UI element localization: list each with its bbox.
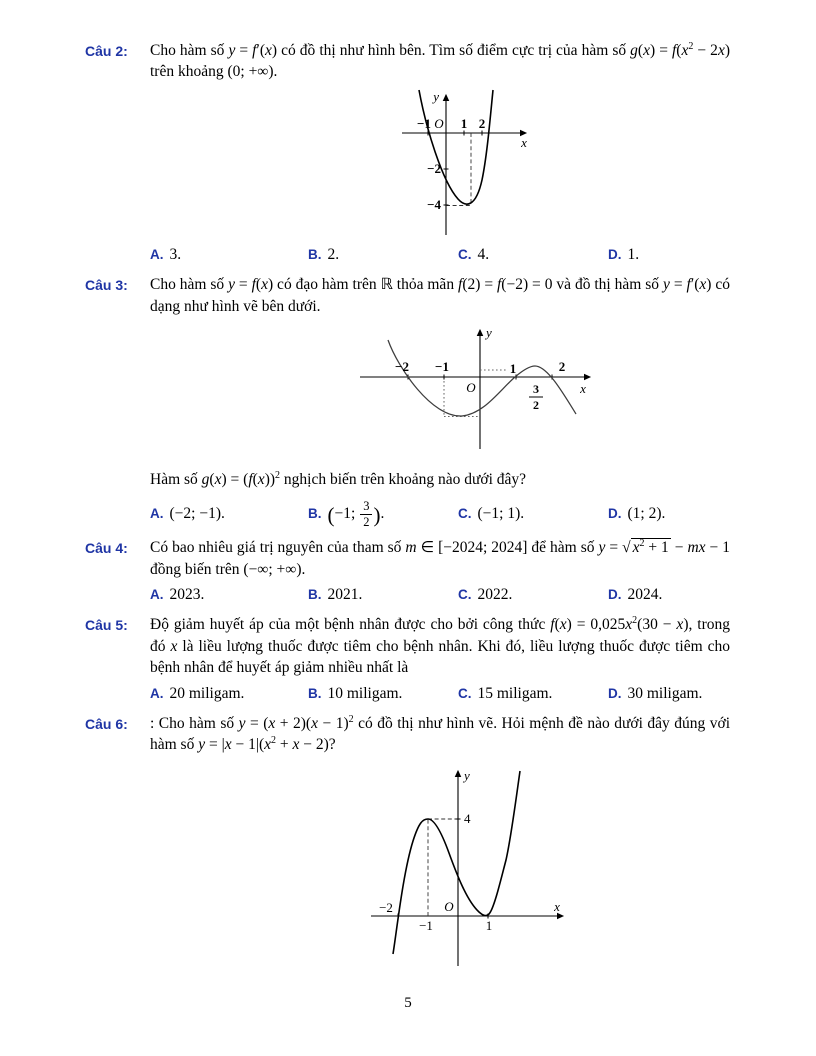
x-axis-label: x (521, 134, 527, 150)
dashed-guides (446, 133, 471, 206)
answer-d-text: (1; 2). (627, 504, 666, 522)
answer-option-c (458, 683, 608, 704)
fraction-numerator: 3 (533, 381, 539, 396)
answer-option-b (308, 683, 458, 704)
answer-a-text: (−2; −1). (169, 504, 225, 522)
answer-option-c (458, 584, 608, 605)
answer-option-c (458, 244, 608, 265)
answer-d-text: 30 miligam. (627, 684, 703, 702)
answer-option-d (608, 244, 730, 265)
x-tick-label-minus2: −2 (395, 358, 409, 374)
x-tick-label-minus1: −1 (417, 115, 431, 131)
question-6-graph (353, 761, 730, 973)
f-prime-curve (419, 90, 493, 204)
question-3-text: Cho hàm số y = f(x) có đạo hàm trên ℝ thỏa mãn f(2) = f(−2) = 0 và đồ thị hàm số y = f′(x) có dạng như hình vẽ bên dưới. (150, 276, 730, 315)
answer-d-text: 2024. (627, 586, 663, 603)
answer-b-text: 10 miligam. (327, 684, 403, 702)
derivative-graph-q2 (386, 88, 536, 238)
answer-option-d (608, 683, 730, 704)
answer-d-letter: D. (608, 587, 622, 602)
answer-d-letter: D. (608, 246, 622, 262)
question-2-text: Cho hàm số y = f′(x) có đồ thị như hình bên. Tìm số điểm cực trị của hàm số $g(x) = f(x^2 - 2x)$ trên khoảng (0; +∞). (150, 40, 730, 81)
y-axis-label: y (486, 324, 492, 340)
answer-a-text: 20 miligam. (169, 684, 245, 702)
question-5-answers (150, 683, 730, 704)
x-tick-label-minus2: −2 (379, 899, 393, 915)
answer-option-a (150, 244, 308, 265)
x-tick-label-2: 2 (478, 115, 486, 131)
question-4 (85, 537, 730, 605)
origin-label: O (466, 379, 476, 395)
question-3 (85, 274, 730, 528)
answer-option-a (150, 683, 308, 704)
answer-b-text: 2. (327, 245, 340, 263)
x-axis-label: x (580, 380, 586, 396)
question-3-graph (350, 322, 730, 457)
x-tick-label-1: 1 (509, 360, 517, 376)
answer-c-letter: C. (458, 685, 472, 701)
question-6-text: : Cho hàm số $y = (x + 2)(x - 1)^2$ có đồ thị như hình vẽ. Hỏi mệnh đề nào dưới đây đúng với hàm số $y = |x - 1|(x^2 + x - 2)$? (150, 713, 731, 754)
question-5 (85, 614, 730, 704)
answer-b-letter: B. (308, 246, 322, 262)
answer-option-a (150, 503, 308, 524)
answer-option-b (308, 500, 458, 528)
y-tick-label-4: 4 (464, 810, 471, 826)
question-5-text: Độ giảm huyết áp của một bệnh nhân được cho bởi công thức $f(x) = 0,025x^2(30 - x)$, trong đó x là liều lượng thuốc được tiêm cho bệnh nhân. Khi đó, liều lượng thuốc được tiêm cho bệnh nhân để huyết áp giảm nhiều nhất là (150, 615, 731, 677)
answer-d-letter: D. (608, 685, 622, 701)
derivative-graph-q3 (350, 322, 600, 457)
x-tick-label-minus1: −1 (435, 358, 449, 374)
question-5-number: Câu 5: (85, 617, 128, 634)
question-5-content (150, 614, 730, 704)
answer-c-text: 2022. (477, 586, 513, 603)
fraction-denominator: 2 (533, 397, 539, 412)
question-4-content (150, 537, 730, 605)
y-axis-label: y (464, 767, 470, 783)
answer-c-letter: C. (458, 505, 472, 521)
answer-d-text: 1. (627, 245, 640, 263)
x-tick-label-1: 1 (460, 115, 468, 131)
answer-option-d (608, 584, 730, 605)
question-3-content (150, 274, 730, 528)
question-3-answers (150, 500, 730, 528)
x-tick-label-2: 2 (558, 358, 566, 374)
question-4-answers (150, 584, 730, 605)
answer-c-text: (−1; 1). (477, 504, 525, 522)
answer-b-text: 2021. (327, 586, 363, 603)
answer-c-text: 4. (477, 245, 490, 263)
y-tick-label-minus2: −2 (427, 160, 441, 176)
answer-option-b (308, 244, 458, 265)
x-tick-label-minus1: −1 (419, 917, 433, 933)
answer-a-letter: A. (150, 685, 164, 701)
question-4-text: Có bao nhiêu giá trị nguyên của tham số m ∈ [−2024; 2024] để hàm số y = √ $x^2 + 1$ − mx − 1 đồng biến trên (−∞; +∞). (150, 538, 730, 578)
answer-b-letter: B. (308, 505, 322, 521)
question-4-number: Câu 4: (85, 540, 128, 557)
origin-label: O (444, 898, 454, 914)
cubic-graph-q6 (353, 761, 573, 973)
f-prime-curve (388, 340, 576, 416)
y-tick-label-minus4: −4 (427, 196, 441, 212)
answer-b-letter: B. (308, 587, 322, 602)
answer-a-text: 2023. (169, 586, 205, 603)
question-2-number: Câu 2: (85, 43, 128, 59)
answer-b-text: (−1; $\frac{3}{2}$ ). (327, 499, 385, 529)
question-6 (85, 713, 730, 979)
answer-option-b (308, 584, 458, 605)
answer-d-letter: D. (608, 505, 622, 521)
question-6-number: Câu 6: (85, 715, 128, 732)
answer-a-text: 3. (169, 245, 182, 263)
answer-a-letter: A. (150, 505, 164, 521)
answer-c-letter: C. (458, 246, 472, 262)
y-axis-label: y (433, 88, 439, 104)
question-2-content (150, 40, 730, 265)
answer-a-letter: A. (150, 587, 164, 602)
cubic-curve (393, 771, 520, 954)
answer-b-letter: B. (308, 685, 322, 701)
answer-option-d (608, 503, 730, 524)
question-2 (85, 40, 730, 265)
x-tick-label-1: 1 (485, 917, 493, 933)
answer-option-a (150, 584, 308, 605)
answer-c-letter: C. (458, 587, 472, 602)
question-3-subquestion: Hàm số $g(x) = (f(x))^2$ nghịch biến trên khoảng nào dưới đây? (150, 469, 527, 488)
page-number: 5 (404, 995, 412, 1012)
x-axis-label: x (554, 898, 560, 914)
question-2-answers (150, 244, 730, 265)
answer-a-letter: A. (150, 246, 164, 262)
origin-label: O (434, 115, 444, 131)
question-6-content (150, 713, 730, 979)
question-3-number: Câu 3: (85, 277, 128, 294)
answer-option-c (458, 503, 608, 524)
question-2-graph (386, 88, 730, 238)
answer-c-text: 15 miligam. (477, 684, 553, 702)
